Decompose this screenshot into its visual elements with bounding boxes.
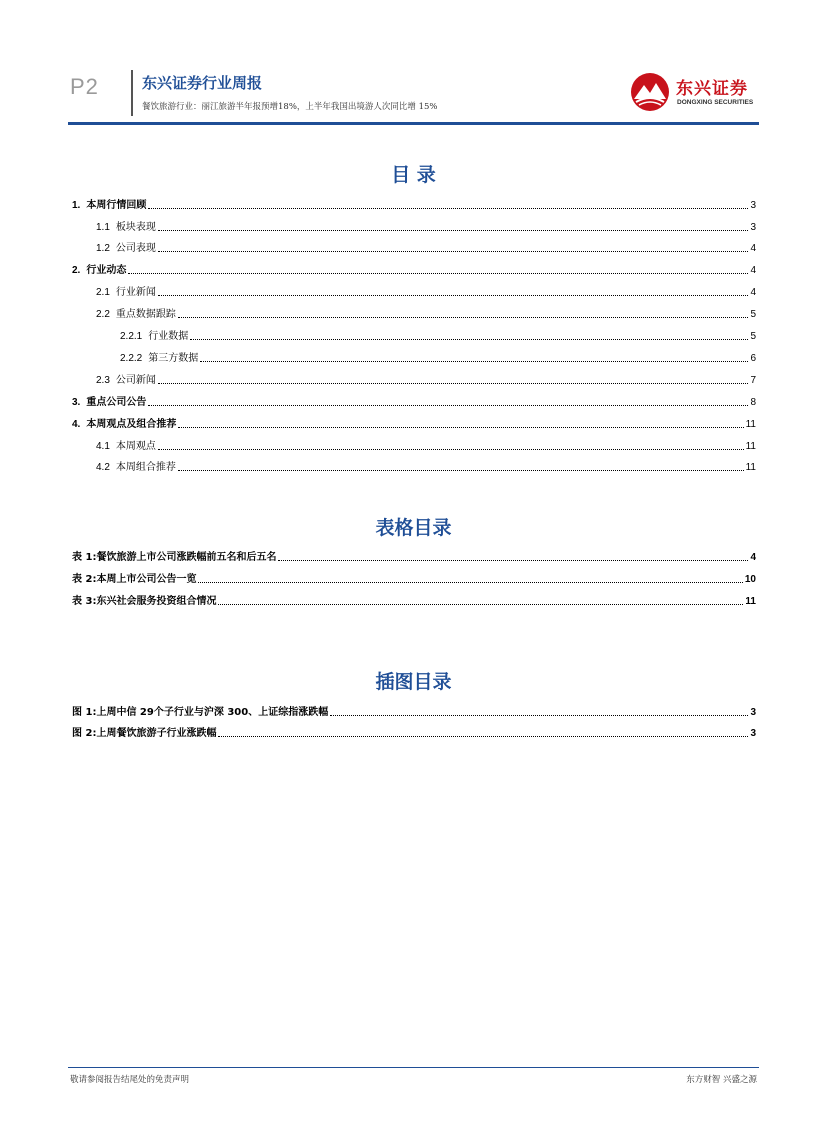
report-title: 东兴证券行业周报 [142, 74, 263, 92]
toc-page: 5 [750, 331, 756, 342]
footer-slogan: 东方财智 兴盛之源 [686, 1075, 757, 1085]
toc-number: 2.2.2 [120, 353, 143, 364]
toc-label: 行业新闻 [115, 287, 156, 298]
toc-page: 11 [745, 441, 756, 452]
toc-entry[interactable] [96, 373, 756, 387]
toc-label: 板块表现 [115, 222, 156, 233]
toc-page: 11 [745, 419, 756, 430]
toc-entry[interactable] [72, 395, 756, 409]
toc-number: 2.3 [96, 375, 110, 386]
toc-label: 行业数据 [148, 331, 189, 342]
table-label: 表 2:本周上市公司公告一览 [72, 574, 197, 585]
toc-page: 4 [750, 243, 756, 254]
toc-title: 目 录 [391, 164, 436, 186]
leader-dots [178, 317, 749, 318]
toc-entry[interactable] [72, 198, 756, 212]
toc-label: 本周行情回顾 [86, 200, 147, 211]
table-entry[interactable] [72, 594, 756, 608]
table-label: 表 3:东兴社会服务投资组合情况 [72, 596, 217, 607]
toc-label: 行业动态 [86, 265, 127, 276]
leader-dots [200, 361, 748, 362]
toc-label: 重点公司公告 [86, 397, 147, 408]
page-number: P2 [70, 74, 99, 99]
figure-page: 3 [750, 707, 756, 718]
leader-dots [148, 405, 748, 406]
company-logo [630, 72, 760, 112]
toc-page: 3 [750, 222, 756, 233]
toc-page: 7 [750, 375, 756, 386]
toc-number: 1.1 [96, 222, 110, 233]
toc-number: 4.2 [96, 462, 110, 473]
toc-page: 4 [750, 287, 756, 298]
table-page: 11 [745, 596, 756, 607]
toc-number: 2.2.1 [120, 331, 143, 342]
table-entry[interactable] [72, 572, 756, 586]
table-page: 10 [744, 574, 756, 585]
figures-title: 插图目录 [375, 671, 452, 693]
toc-label: 公司表现 [115, 243, 156, 254]
logo-text-en: DONGXING SECURITIES [677, 99, 754, 106]
leader-dots [128, 273, 748, 274]
leader-dots [158, 251, 749, 252]
logo-mountain-icon [630, 72, 670, 112]
toc-entry[interactable] [96, 241, 756, 255]
leader-dots [178, 470, 744, 471]
report-subtitle: 餐饮旅游行业：丽江旅游半年报预增18%，上半年我国出境游人次同比增 15% [142, 102, 438, 112]
leader-dots [158, 230, 749, 231]
toc-page: 5 [750, 309, 756, 320]
figure-entry[interactable] [72, 705, 756, 719]
toc-number: 2. [72, 265, 81, 276]
leader-dots [158, 295, 749, 296]
toc-label: 本周组合推荐 [115, 462, 176, 473]
toc-label: 本周观点 [115, 441, 156, 452]
table-page: 4 [750, 552, 756, 563]
footer-rule [68, 1067, 759, 1068]
header-rule [68, 122, 759, 125]
leader-dots [198, 582, 742, 583]
toc-entry[interactable] [72, 417, 756, 431]
leader-dots [330, 715, 748, 716]
table-entry[interactable] [72, 550, 756, 564]
leader-dots [218, 736, 748, 737]
toc-label: 第三方数据 [148, 353, 199, 364]
leader-dots [278, 560, 748, 561]
toc-number: 4.1 [96, 441, 110, 452]
header-divider [131, 70, 133, 116]
toc-label: 公司新闻 [115, 375, 156, 386]
figure-label: 图 2:上周餐饮旅游子行业涨跌幅 [72, 728, 217, 739]
leader-dots [190, 339, 748, 340]
figure-entry[interactable] [72, 726, 756, 740]
toc-label: 重点数据跟踪 [115, 309, 176, 320]
leader-dots [158, 449, 744, 450]
toc-entry[interactable] [72, 263, 756, 277]
toc-entry[interactable] [96, 307, 756, 321]
figure-label: 图 1:上周中信 29个子行业与沪深 300、上证综指涨跌幅 [72, 707, 329, 718]
toc-page: 6 [750, 353, 756, 364]
toc-number: 3. [72, 397, 81, 408]
toc-page: 3 [750, 200, 756, 211]
logo-text-cn: 东兴证券 [676, 79, 748, 99]
toc-entry[interactable] [120, 329, 756, 343]
toc-number: 1.2 [96, 243, 110, 254]
footer-disclaimer: 敬请参阅报告结尾处的免责声明 [70, 1075, 190, 1085]
toc-entry[interactable] [120, 351, 756, 365]
toc-number: 1. [72, 200, 81, 211]
toc-entry[interactable] [96, 285, 756, 299]
leader-dots [218, 604, 743, 605]
figure-page: 3 [750, 728, 756, 739]
toc-label: 本周观点及组合推荐 [86, 419, 177, 430]
leader-dots [148, 208, 748, 209]
toc-page: 8 [750, 397, 756, 408]
toc-entry[interactable] [96, 220, 756, 234]
table-label: 表 1:餐饮旅游上市公司涨跌幅前五名和后五名 [72, 552, 277, 563]
toc-number: 2.1 [96, 287, 110, 298]
toc-page: 4 [750, 265, 756, 276]
toc-number: 4. [72, 419, 81, 430]
toc-page: 11 [745, 462, 756, 473]
toc-entry[interactable] [96, 439, 756, 453]
leader-dots [178, 427, 743, 428]
tables-title: 表格目录 [375, 517, 452, 539]
toc-entry[interactable] [96, 460, 756, 474]
leader-dots [158, 383, 749, 384]
toc-number: 2.2 [96, 309, 110, 320]
